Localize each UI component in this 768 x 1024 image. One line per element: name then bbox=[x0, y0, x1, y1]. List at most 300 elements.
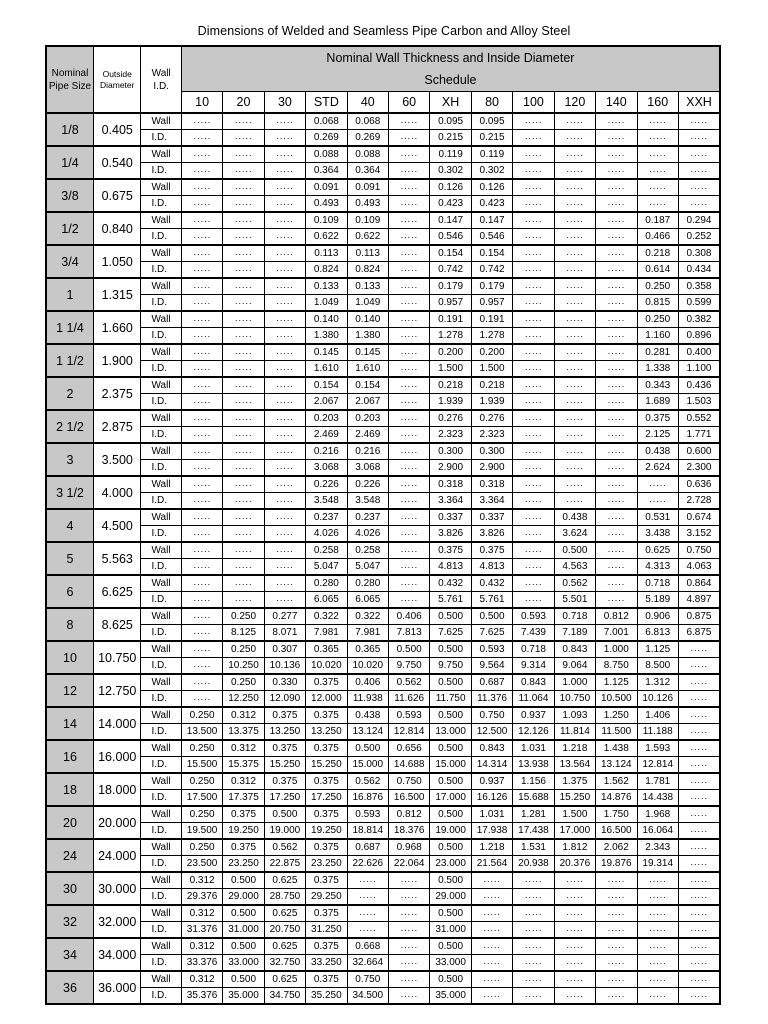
empty-cell: ····· bbox=[596, 361, 637, 378]
empty-cell: ····· bbox=[264, 262, 305, 279]
empty-cell: ····· bbox=[223, 163, 264, 180]
empty-cell: ····· bbox=[513, 955, 554, 972]
empty-cell: ····· bbox=[554, 328, 595, 345]
wall-thickness-cell: 0.200 bbox=[471, 344, 512, 361]
inside-diameter-cell: 19.876 bbox=[596, 856, 637, 873]
empty-cell: ····· bbox=[678, 113, 720, 130]
empty-cell: ····· bbox=[554, 311, 595, 328]
empty-cell: ····· bbox=[678, 922, 720, 939]
outside-diameter-cell: 12.750 bbox=[93, 674, 140, 707]
outside-diameter-cell: 1.050 bbox=[93, 245, 140, 278]
wall-label-cell: Wall bbox=[141, 740, 181, 757]
empty-cell: ····· bbox=[388, 592, 429, 609]
wall-thickness-cell: 0.250 bbox=[181, 740, 222, 757]
id-label-cell: I.D. bbox=[141, 427, 181, 444]
wall-thickness-cell: 0.375 bbox=[306, 971, 347, 988]
inside-diameter-cell: 0.493 bbox=[347, 196, 388, 213]
inside-diameter-cell: 0.742 bbox=[471, 262, 512, 279]
wall-thickness-cell: 0.593 bbox=[471, 641, 512, 658]
wall-thickness-cell: 1.125 bbox=[637, 641, 678, 658]
wall-thickness-cell: 0.750 bbox=[347, 971, 388, 988]
empty-cell: ····· bbox=[181, 427, 222, 444]
empty-cell: ····· bbox=[637, 938, 678, 955]
wall-thickness-cell: 0.406 bbox=[347, 674, 388, 691]
empty-cell: ····· bbox=[223, 179, 264, 196]
empty-cell: ····· bbox=[596, 905, 637, 922]
id-label-cell: I.D. bbox=[141, 163, 181, 180]
wall-thickness-cell: 0.300 bbox=[430, 443, 471, 460]
inside-diameter-cell: 7.813 bbox=[388, 625, 429, 642]
id-label-cell: I.D. bbox=[141, 262, 181, 279]
inside-diameter-cell: 10.500 bbox=[596, 691, 637, 708]
wall-thickness-cell: 0.812 bbox=[596, 608, 637, 625]
wall-thickness-cell: 0.500 bbox=[430, 938, 471, 955]
inside-diameter-cell: 0.302 bbox=[430, 163, 471, 180]
inside-diameter-cell: 29.000 bbox=[223, 889, 264, 906]
outside-diameter-cell: 1.315 bbox=[93, 278, 140, 311]
outside-diameter-cell: 2.875 bbox=[93, 410, 140, 443]
empty-cell: ····· bbox=[554, 955, 595, 972]
inside-diameter-cell: 16.876 bbox=[347, 790, 388, 807]
empty-cell: ····· bbox=[513, 575, 554, 592]
wall-thickness-cell: 0.187 bbox=[637, 212, 678, 229]
empty-cell: ····· bbox=[678, 872, 720, 889]
empty-cell: ····· bbox=[596, 410, 637, 427]
empty-cell: ····· bbox=[513, 179, 554, 196]
empty-cell: ····· bbox=[596, 113, 637, 130]
wall-thickness-cell: 0.500 bbox=[347, 740, 388, 757]
empty-cell: ····· bbox=[513, 559, 554, 576]
wall-thickness-cell: 0.500 bbox=[430, 674, 471, 691]
wall-thickness-cell: 0.864 bbox=[678, 575, 720, 592]
inside-diameter-cell: 16.064 bbox=[637, 823, 678, 840]
inside-diameter-cell: 33.000 bbox=[430, 955, 471, 972]
inside-diameter-cell: 10.250 bbox=[223, 658, 264, 675]
wall-thickness-cell: 0.250 bbox=[181, 773, 222, 790]
wall-thickness-cell: 1.593 bbox=[637, 740, 678, 757]
wall-thickness-cell: 0.937 bbox=[513, 707, 554, 724]
table-row bbox=[46, 394, 720, 411]
empty-cell: ····· bbox=[181, 674, 222, 691]
inside-diameter-cell: 1.338 bbox=[637, 361, 678, 378]
id-label-cell: I.D. bbox=[141, 757, 181, 774]
empty-cell: ····· bbox=[388, 113, 429, 130]
inside-diameter-cell: 1.049 bbox=[306, 295, 347, 312]
schedule-column-header: 40 bbox=[347, 92, 388, 114]
wall-thickness-cell: 0.218 bbox=[471, 377, 512, 394]
nominal-pipe-size-header-line2: Pipe Size bbox=[48, 80, 92, 92]
empty-cell: ····· bbox=[223, 212, 264, 229]
inside-diameter-cell: 1.500 bbox=[471, 361, 512, 378]
wall-thickness-cell: 2.062 bbox=[596, 839, 637, 856]
id-label-cell: I.D. bbox=[141, 988, 181, 1005]
inside-diameter-cell: 34.750 bbox=[264, 988, 305, 1005]
id-label-cell: I.D. bbox=[141, 394, 181, 411]
inside-diameter-cell: 0.622 bbox=[347, 229, 388, 246]
table-row bbox=[46, 938, 720, 955]
wall-thickness-cell: 0.500 bbox=[264, 806, 305, 823]
wall-thickness-cell: 0.500 bbox=[388, 641, 429, 658]
wall-thickness-cell: 0.203 bbox=[347, 410, 388, 427]
wall-thickness-cell: 0.237 bbox=[306, 509, 347, 526]
outside-diameter-cell: 6.625 bbox=[93, 575, 140, 608]
wall-thickness-cell: 1.250 bbox=[596, 707, 637, 724]
wall-thickness-cell: 0.250 bbox=[637, 278, 678, 295]
nominal-pipe-size-cell: 1 bbox=[46, 278, 93, 311]
empty-cell: ····· bbox=[223, 361, 264, 378]
wall-thickness-cell: 0.218 bbox=[637, 245, 678, 262]
nominal-pipe-size-header bbox=[46, 46, 93, 113]
table-row bbox=[46, 608, 720, 625]
schedule-column-header: 100 bbox=[513, 92, 554, 114]
empty-cell: ····· bbox=[181, 278, 222, 295]
inside-diameter-cell: 1.049 bbox=[347, 295, 388, 312]
table-row bbox=[46, 328, 720, 345]
empty-cell: ····· bbox=[264, 229, 305, 246]
wall-label-cell: Wall bbox=[141, 377, 181, 394]
table-row bbox=[46, 163, 720, 180]
inside-diameter-cell: 33.376 bbox=[181, 955, 222, 972]
empty-cell: ····· bbox=[637, 179, 678, 196]
wall-thickness-cell: 0.343 bbox=[637, 377, 678, 394]
inside-diameter-cell: 35.250 bbox=[306, 988, 347, 1005]
empty-cell: ····· bbox=[637, 493, 678, 510]
id-label-cell: I.D. bbox=[141, 361, 181, 378]
empty-cell: ····· bbox=[513, 130, 554, 147]
empty-cell: ····· bbox=[513, 328, 554, 345]
wall-thickness-cell: 0.250 bbox=[223, 608, 264, 625]
wall-thickness-cell: 0.400 bbox=[678, 344, 720, 361]
table-row bbox=[46, 872, 720, 889]
wall-thickness-cell: 0.095 bbox=[471, 113, 512, 130]
empty-cell: ····· bbox=[181, 575, 222, 592]
wall-thickness-cell: 0.500 bbox=[223, 938, 264, 955]
pipe-dimensions-table bbox=[45, 45, 721, 1005]
empty-cell: ····· bbox=[513, 476, 554, 493]
inside-diameter-cell: 5.189 bbox=[637, 592, 678, 609]
table-row bbox=[46, 773, 720, 790]
outside-diameter-cell: 16.000 bbox=[93, 740, 140, 773]
empty-cell: ····· bbox=[223, 592, 264, 609]
inside-diameter-cell: 11.188 bbox=[637, 724, 678, 741]
wall-thickness-cell: 0.312 bbox=[181, 905, 222, 922]
wall-id-header-line1: Wall bbox=[151, 68, 171, 79]
inside-diameter-cell: 15.500 bbox=[181, 757, 222, 774]
wall-thickness-cell: 1.562 bbox=[596, 773, 637, 790]
nominal-pipe-size-cell: 32 bbox=[46, 905, 93, 938]
wall-label-cell: Wall bbox=[141, 674, 181, 691]
empty-cell: ····· bbox=[678, 179, 720, 196]
empty-cell: ····· bbox=[513, 526, 554, 543]
inside-diameter-cell: 23.000 bbox=[430, 856, 471, 873]
wall-thickness-cell: 0.276 bbox=[430, 410, 471, 427]
inside-diameter-cell: 2.323 bbox=[430, 427, 471, 444]
empty-cell: ····· bbox=[554, 922, 595, 939]
wall-thickness-cell: 0.318 bbox=[471, 476, 512, 493]
id-label-cell: I.D. bbox=[141, 328, 181, 345]
wall-thickness-cell: 0.375 bbox=[306, 707, 347, 724]
wall-thickness-cell: 0.750 bbox=[388, 773, 429, 790]
wall-label-cell: Wall bbox=[141, 872, 181, 889]
wall-thickness-cell: 0.500 bbox=[430, 608, 471, 625]
table-row bbox=[46, 988, 720, 1005]
nominal-pipe-size-cell: 18 bbox=[46, 773, 93, 806]
outside-diameter-cell: 1.900 bbox=[93, 344, 140, 377]
wall-thickness-cell: 0.200 bbox=[430, 344, 471, 361]
inside-diameter-cell: 0.493 bbox=[306, 196, 347, 213]
id-label-cell: I.D. bbox=[141, 196, 181, 213]
empty-cell: ····· bbox=[513, 542, 554, 559]
empty-cell: ····· bbox=[388, 889, 429, 906]
empty-cell: ····· bbox=[678, 806, 720, 823]
inside-diameter-cell: 1.380 bbox=[347, 328, 388, 345]
inside-diameter-cell: 3.548 bbox=[306, 493, 347, 510]
empty-cell: ····· bbox=[513, 245, 554, 262]
empty-cell: ····· bbox=[513, 394, 554, 411]
empty-cell: ····· bbox=[596, 245, 637, 262]
wall-thickness-cell: 1.438 bbox=[596, 740, 637, 757]
wall-thickness-cell: 1.531 bbox=[513, 839, 554, 856]
wall-thickness-cell: 0.937 bbox=[471, 773, 512, 790]
wall-thickness-cell: 0.625 bbox=[264, 872, 305, 889]
wall-thickness-cell: 0.500 bbox=[430, 872, 471, 889]
empty-cell: ····· bbox=[554, 278, 595, 295]
inside-diameter-cell: 31.000 bbox=[430, 922, 471, 939]
wall-thickness-cell: 0.562 bbox=[264, 839, 305, 856]
id-label-cell: I.D. bbox=[141, 856, 181, 873]
empty-cell: ····· bbox=[264, 377, 305, 394]
outside-diameter-cell: 34.000 bbox=[93, 938, 140, 971]
inside-diameter-cell: 19.250 bbox=[223, 823, 264, 840]
id-label-cell: I.D. bbox=[141, 790, 181, 807]
wall-thickness-cell: 0.562 bbox=[347, 773, 388, 790]
empty-cell: ····· bbox=[637, 113, 678, 130]
table-body bbox=[46, 113, 720, 1004]
wall-thickness-cell: 0.330 bbox=[264, 674, 305, 691]
empty-cell: ····· bbox=[264, 559, 305, 576]
inside-diameter-cell: 13.500 bbox=[181, 724, 222, 741]
inside-diameter-cell: 23.250 bbox=[306, 856, 347, 873]
id-label-cell: I.D. bbox=[141, 559, 181, 576]
nominal-pipe-size-cell: 1 1/4 bbox=[46, 311, 93, 344]
inside-diameter-cell: 0.434 bbox=[678, 262, 720, 279]
inside-diameter-cell: 11.500 bbox=[596, 724, 637, 741]
empty-cell: ····· bbox=[181, 196, 222, 213]
empty-cell: ····· bbox=[637, 922, 678, 939]
inside-diameter-cell: 4.813 bbox=[471, 559, 512, 576]
inside-diameter-cell: 13.375 bbox=[223, 724, 264, 741]
nominal-pipe-size-cell: 3 bbox=[46, 443, 93, 476]
inside-diameter-cell: 13.250 bbox=[264, 724, 305, 741]
outside-diameter-cell: 24.000 bbox=[93, 839, 140, 872]
wall-label-cell: Wall bbox=[141, 146, 181, 163]
inside-diameter-cell: 10.750 bbox=[554, 691, 595, 708]
table-row bbox=[46, 823, 720, 840]
empty-cell: ····· bbox=[678, 839, 720, 856]
inside-diameter-cell: 1.689 bbox=[637, 394, 678, 411]
inside-diameter-cell: 2.067 bbox=[347, 394, 388, 411]
inside-diameter-cell: 10.020 bbox=[347, 658, 388, 675]
table-row bbox=[46, 344, 720, 361]
wall-thickness-cell: 0.438 bbox=[554, 509, 595, 526]
empty-cell: ····· bbox=[554, 229, 595, 246]
empty-cell: ····· bbox=[264, 130, 305, 147]
inside-diameter-cell: 4.563 bbox=[554, 559, 595, 576]
inside-diameter-cell: 9.564 bbox=[471, 658, 512, 675]
empty-cell: ····· bbox=[596, 559, 637, 576]
empty-cell: ····· bbox=[678, 740, 720, 757]
wall-thickness-cell: 0.668 bbox=[347, 938, 388, 955]
empty-cell: ····· bbox=[596, 493, 637, 510]
inside-diameter-cell: 5.047 bbox=[306, 559, 347, 576]
empty-cell: ····· bbox=[513, 212, 554, 229]
empty-cell: ····· bbox=[181, 146, 222, 163]
inside-diameter-cell: 1.278 bbox=[471, 328, 512, 345]
wall-thickness-cell: 0.562 bbox=[388, 674, 429, 691]
empty-cell: ····· bbox=[388, 245, 429, 262]
wall-label-cell: Wall bbox=[141, 311, 181, 328]
inside-diameter-cell: 8.500 bbox=[637, 658, 678, 675]
inside-diameter-cell: 3.624 bbox=[554, 526, 595, 543]
inside-diameter-cell: 12.090 bbox=[264, 691, 305, 708]
inside-diameter-cell: 5.047 bbox=[347, 559, 388, 576]
wall-thickness-cell: 0.337 bbox=[430, 509, 471, 526]
nominal-pipe-size-cell: 20 bbox=[46, 806, 93, 839]
outside-diameter-cell: 0.675 bbox=[93, 179, 140, 212]
wall-thickness-cell: 0.133 bbox=[347, 278, 388, 295]
inside-diameter-cell: 11.626 bbox=[388, 691, 429, 708]
empty-cell: ····· bbox=[223, 344, 264, 361]
wall-thickness-cell: 0.968 bbox=[388, 839, 429, 856]
empty-cell: ····· bbox=[181, 163, 222, 180]
inside-diameter-cell: 13.124 bbox=[347, 724, 388, 741]
empty-cell: ····· bbox=[596, 344, 637, 361]
nominal-pipe-size-cell: 4 bbox=[46, 509, 93, 542]
wall-thickness-cell: 0.375 bbox=[306, 674, 347, 691]
empty-cell: ····· bbox=[678, 130, 720, 147]
inside-diameter-cell: 20.376 bbox=[554, 856, 595, 873]
wall-thickness-cell: 0.109 bbox=[347, 212, 388, 229]
empty-cell: ····· bbox=[596, 163, 637, 180]
nominal-pipe-size-cell: 3/8 bbox=[46, 179, 93, 212]
id-label-cell: I.D. bbox=[141, 889, 181, 906]
inside-diameter-cell: 12.814 bbox=[637, 757, 678, 774]
empty-cell: ····· bbox=[596, 212, 637, 229]
wall-thickness-cell: 0.375 bbox=[306, 806, 347, 823]
schedule-column-header: 80 bbox=[471, 92, 512, 114]
inside-diameter-cell: 0.622 bbox=[306, 229, 347, 246]
wall-label-cell: Wall bbox=[141, 245, 181, 262]
wall-thickness-cell: 0.500 bbox=[223, 905, 264, 922]
wall-thickness-cell: 0.250 bbox=[223, 674, 264, 691]
empty-cell: ····· bbox=[513, 229, 554, 246]
nominal-pipe-size-cell: 30 bbox=[46, 872, 93, 905]
empty-cell: ····· bbox=[388, 146, 429, 163]
inside-diameter-cell: 0.364 bbox=[347, 163, 388, 180]
outside-diameter-header-line1: Outside bbox=[102, 68, 132, 79]
empty-cell: ····· bbox=[264, 113, 305, 130]
empty-cell: ····· bbox=[554, 889, 595, 906]
inside-diameter-cell: 0.546 bbox=[430, 229, 471, 246]
table-row bbox=[46, 278, 720, 295]
table-row bbox=[46, 377, 720, 394]
empty-cell: ····· bbox=[678, 163, 720, 180]
empty-cell: ····· bbox=[388, 130, 429, 147]
empty-cell: ····· bbox=[347, 889, 388, 906]
inside-diameter-cell: 29.000 bbox=[430, 889, 471, 906]
wall-thickness-cell: 0.154 bbox=[430, 245, 471, 262]
empty-cell: ····· bbox=[388, 196, 429, 213]
empty-cell: ····· bbox=[181, 559, 222, 576]
inside-diameter-cell: 19.000 bbox=[430, 823, 471, 840]
wall-thickness-cell: 0.277 bbox=[264, 608, 305, 625]
inside-diameter-cell: 19.500 bbox=[181, 823, 222, 840]
empty-cell: ····· bbox=[554, 113, 595, 130]
empty-cell: ····· bbox=[678, 856, 720, 873]
wall-thickness-cell: 0.375 bbox=[637, 410, 678, 427]
empty-cell: ····· bbox=[554, 361, 595, 378]
wall-thickness-cell: 0.091 bbox=[306, 179, 347, 196]
wall-thickness-cell: 0.226 bbox=[347, 476, 388, 493]
empty-cell: ····· bbox=[513, 295, 554, 312]
empty-cell: ····· bbox=[678, 146, 720, 163]
id-label-cell: I.D. bbox=[141, 295, 181, 312]
inside-diameter-cell: 8.071 bbox=[264, 625, 305, 642]
inside-diameter-cell: 3.068 bbox=[347, 460, 388, 477]
inside-diameter-cell: 34.500 bbox=[347, 988, 388, 1005]
outside-diameter-cell: 5.563 bbox=[93, 542, 140, 575]
empty-cell: ····· bbox=[637, 988, 678, 1005]
empty-cell: ····· bbox=[223, 542, 264, 559]
empty-cell: ····· bbox=[264, 542, 305, 559]
table-row bbox=[46, 806, 720, 823]
wall-thickness-cell: 0.322 bbox=[306, 608, 347, 625]
inside-diameter-cell: 2.469 bbox=[347, 427, 388, 444]
inside-diameter-cell: 31.250 bbox=[306, 922, 347, 939]
empty-cell: ····· bbox=[513, 938, 554, 955]
wall-thickness-cell: 0.674 bbox=[678, 509, 720, 526]
inside-diameter-cell: 35.000 bbox=[223, 988, 264, 1005]
empty-cell: ····· bbox=[347, 872, 388, 889]
empty-cell: ····· bbox=[223, 394, 264, 411]
id-label-cell: I.D. bbox=[141, 130, 181, 147]
wall-thickness-cell: 0.593 bbox=[388, 707, 429, 724]
inside-diameter-cell: 13.564 bbox=[554, 757, 595, 774]
wall-thickness-cell: 0.226 bbox=[306, 476, 347, 493]
wall-thickness-cell: 0.750 bbox=[471, 707, 512, 724]
empty-cell: ····· bbox=[388, 559, 429, 576]
wall-thickness-cell: 0.250 bbox=[181, 707, 222, 724]
schedule-column-header: 20 bbox=[223, 92, 264, 114]
empty-cell: ····· bbox=[678, 889, 720, 906]
empty-cell: ····· bbox=[513, 344, 554, 361]
nominal-pipe-size-cell: 2 1/2 bbox=[46, 410, 93, 443]
empty-cell: ····· bbox=[347, 905, 388, 922]
empty-cell: ····· bbox=[181, 344, 222, 361]
empty-cell: ····· bbox=[513, 410, 554, 427]
empty-cell: ····· bbox=[223, 311, 264, 328]
empty-cell: ····· bbox=[264, 163, 305, 180]
empty-cell: ····· bbox=[554, 410, 595, 427]
empty-cell: ····· bbox=[637, 476, 678, 493]
wall-thickness-cell: 0.375 bbox=[306, 905, 347, 922]
inside-diameter-cell: 1.380 bbox=[306, 328, 347, 345]
empty-cell: ····· bbox=[181, 443, 222, 460]
schedule-column-header: STD bbox=[306, 92, 347, 114]
wall-thickness-cell: 0.250 bbox=[223, 641, 264, 658]
wall-thickness-cell: 0.432 bbox=[471, 575, 512, 592]
empty-cell: ····· bbox=[471, 971, 512, 988]
